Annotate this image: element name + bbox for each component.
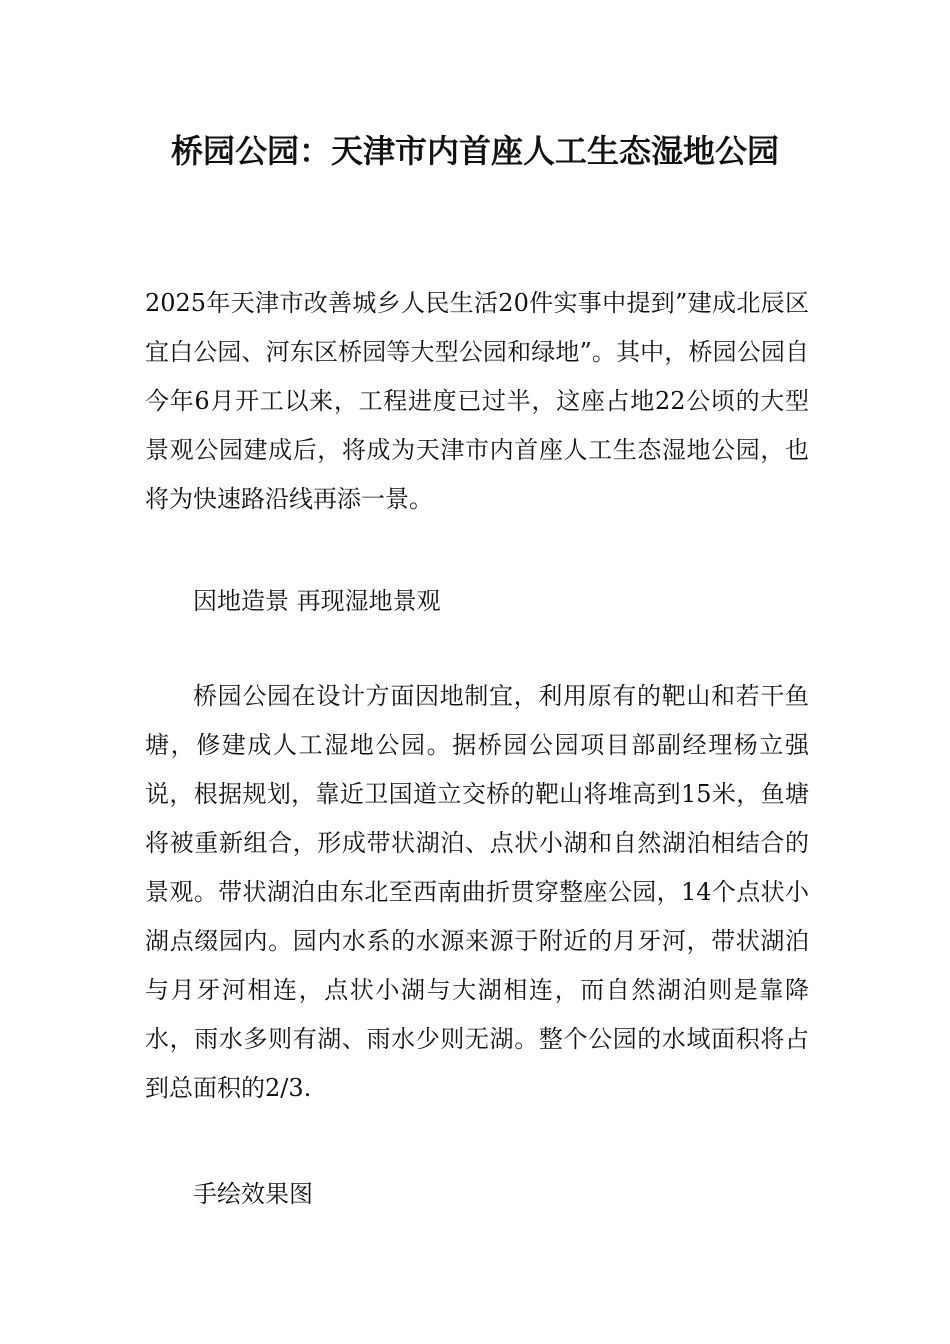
- section-heading-sketch: 手绘效果图: [193, 1180, 313, 1208]
- document-title: 桥园公园：天津市内首座人工生态湿地公园: [170, 132, 779, 170]
- wetland-paragraph: 桥园公园在设计方面因地制宜，利用原有的靶山和若干鱼塘，修建成人工湿地公园。据桥园公园项目部副经理杨立强说，根据规划，靠近卫国道立交桥的靶山将堆高到15米，鱼塘将被重新组合，形成带状湖泊、点状小湖和自然湖泊相结合的景观。带状湖泊由东北至西南曲折贯穿整座公园，14个点状小湖点缀园内。园内水系的水源来源于附近的月牙河，带状湖泊与月牙河相连，点状小湖与大湖相连，而自然湖泊则是靠降水，雨水多则有湖、雨水少则无湖。整个公园的水域面积将占到总面积的2/3.: [145, 682, 809, 1102]
- intro-paragraph: 2025年天津市改善城乡人民生活20件实事中提到”建成北辰区宜白公园、河东区桥园等大型公园和绿地”。其中，桥园公园自今年6月开工以来，工程进度已过半，这座占地22公顷的大型景观公园建成后，将成为天津市内首座人工生态湿地公园，也将为快速路沿线再添一景。: [145, 289, 809, 513]
- section-heading-wetland: 因地造景 再现湿地景观: [193, 587, 441, 615]
